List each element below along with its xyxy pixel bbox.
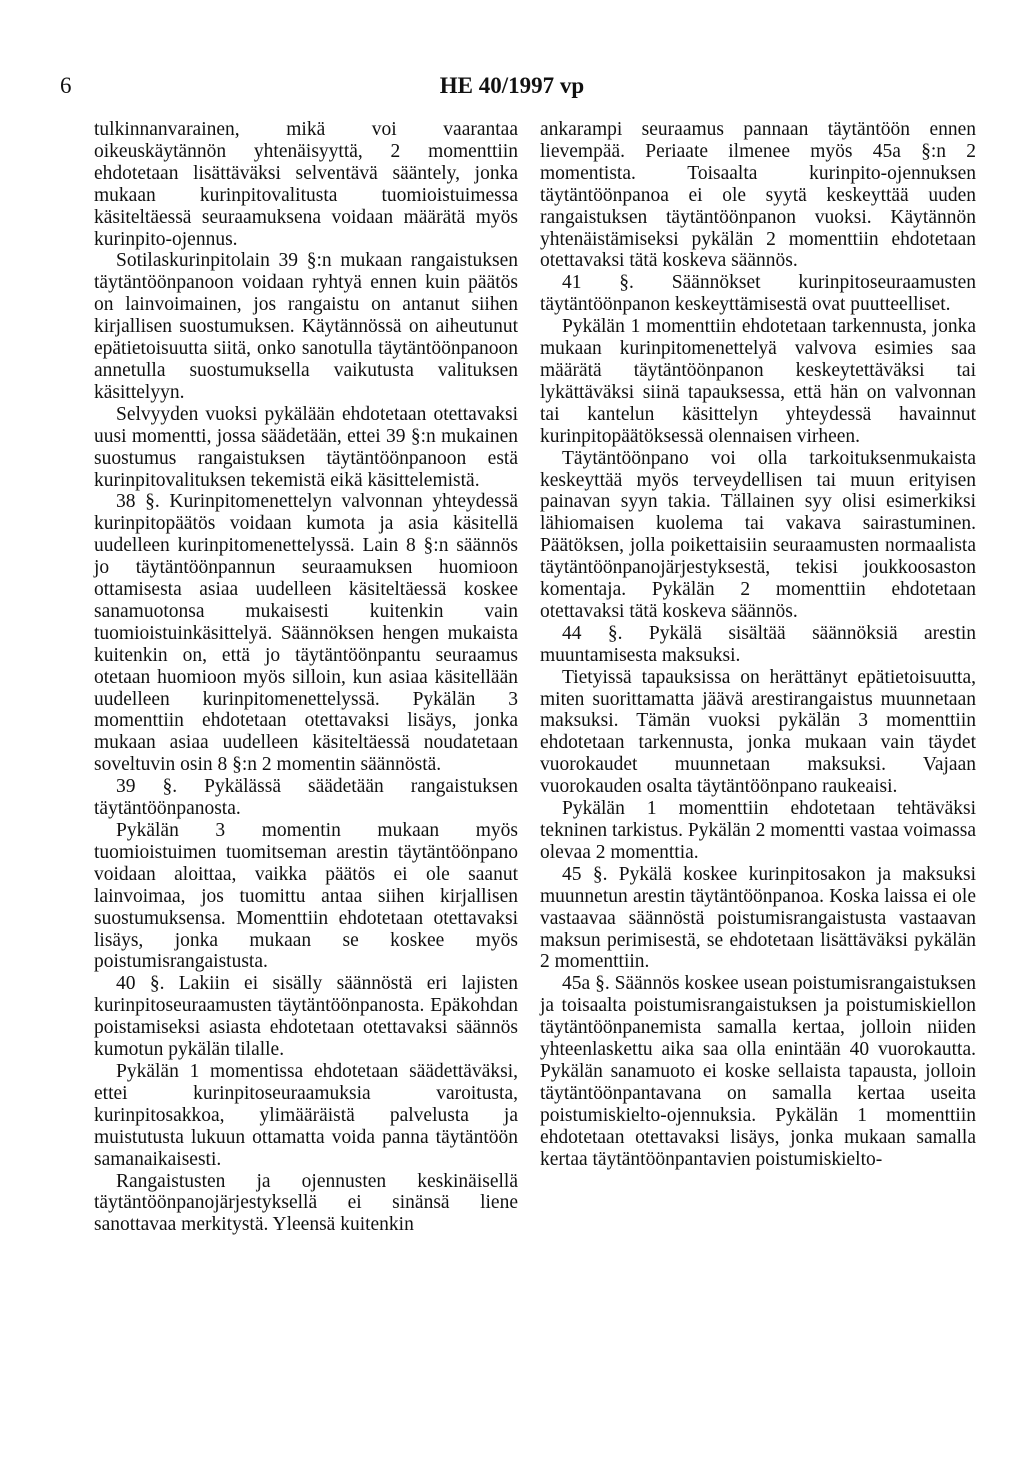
- paragraph: 44 §. Pykälä sisältää säännöksiä arestin muuntamisesta maksuksi.: [540, 622, 976, 666]
- paragraph: Tietyissä tapauksissa on herättänyt epätietoisuutta, miten suorittamatta jäävä arestirangaistus muunnetaan maksuksi. Tämän vuoksi pykälän 3 momenttiin ehdotetaan tarkennusta, jonka mukaan vain täydet vuorokaudet muunnetaan maksuksi. Vajaan vuorokauden osalta täytäntöönpano raukeaisi.: [540, 666, 976, 798]
- left-column: [94, 119, 518, 1236]
- paragraph: Sotilaskurinpitolain 39 §:n mukaan rangaistuksen täytäntöönpanoon voidaan ryhtyä ennen kuin päätös on lainvoimainen, jos rangaistu on antanut siihen kirjallisen suostumuksen. Käytännössä on aiheutunut epätietoisuutta siitä, onko sanotulla täytäntöönpanoon annetulla suostumuksella vaikutusta valituksen käsittelyyn.: [94, 250, 518, 403]
- paragraph: Pykälän 1 momenttiin ehdotetaan tarkennusta, jonka mukaan kurinpitomenettelyä valvova esimies saa määrätä täytäntöönpanon keskeytettäväksi tai lykättäväksi siinä tapauksessa, että hän on valvonnan tai kantelun käsittelyn yhteydessä havainnut kurinpitopäätöksessä olennaisen virheen.: [540, 316, 976, 447]
- paragraph: tulkinnanvarainen, mikä voi vaarantaa oikeuskäytännön yhtenäisyyttä, 2 momenttiin ehdotetaan lisättäväksi selventävä sääntely, jonka mukaan kurinpitovalitusta tuomioistuimessa käsiteltäessä seuraamuksena voidaan määrätä myös kurinpito-ojennus.: [94, 119, 518, 250]
- paragraph: Pykälän 1 momenttiin ehdotetaan tehtäväksi tekninen tarkistus. Pykälän 2 momentti vastaa voimassa olevaa 2 momenttia.: [540, 798, 976, 863]
- paragraph: Pykälän 1 momentissa ehdotetaan säädettäväksi, ettei kurinpitoseuraamuksia varoitusta, kurinpitosakkoa, ylimääräistä palvelusta ja muistutusta lukuun ottamatta voida panna täytäntöön samanaikaisesti.: [94, 1060, 518, 1170]
- paragraph: 39 §. Pykälässä säädetään rangaistuksen täytäntöönpanosta.: [94, 776, 518, 820]
- page-number: 6: [60, 73, 72, 98]
- right-column: [540, 119, 976, 1171]
- paragraph: 41 §. Säännökset kurinpitoseuraamusten täytäntöönpanon keskeyttämisestä ovat puutteelliset.: [540, 272, 976, 316]
- paragraph: ankarampi seuraamus pannaan täytäntöön ennen lievempää. Periaate ilmenee myös 45a §:n 2 momentista. Toisaalta kurinpito-ojennuksen täytäntöönpanoa ei ole syytä keskeyttää uuden rangaistuksen täytäntöönpanon vuoksi. Käytännön yhtenäistämiseksi pykälän 2 momenttiin ehdotetaan otettavaksi tätä koskeva säännös.: [540, 119, 976, 272]
- paragraph: 40 §. Lakiin ei sisälly säännöstä eri lajisten kurinpitoseuraamusten täytäntöönpanosta. Epäkohdan poistamiseksi asiasta ehdotetaan otettavaksi säännös kumotun pykälän tilalle.: [94, 973, 518, 1061]
- paragraph: 45a §. Säännös koskee usean poistumisrangaistuksen ja toisaalta poistumisrangaistuksen ja poistumiskiellon täytäntöönpanemista samalla kertaa, jolloin niiden yhteenlaskettu aika saa olla enintään 40 vuorokautta. Pykälän sanamuoto ei koske sellaista tapausta, jolloin täytäntöönpantavana on samalla kertaa useita poistumiskielto-ojennuksia. Pykälän 1 momenttiin ehdotetaan otettavaksi lisäys, jonka mukaan samalla kertaa täytäntöönpantavien poistumiskielto-: [540, 973, 976, 1170]
- running-header: HE 40/1997 vp: [439, 73, 585, 98]
- paragraph: Täytäntöönpano voi olla tarkoituksenmukaista keskeyttää myös terveydellisen tai muun erityisen painavan syyn takia. Tällainen syy olisi esimerkiksi lähiomaisen kuolema tai vakava sairastuminen. Päätöksen, jolla poikettaisiin seuraamusten normaalista täytäntöönpanojärjestyksestä, tekisi joukkoosaston komentaja. Pykälän 2 momenttiin ehdotetaan otettavaksi tätä koskeva säännös.: [540, 447, 976, 622]
- paragraph: Pykälän 3 momentin mukaan myös tuomioistuimen tuomitseman arestin täytäntöönpano voidaan aloittaa, vaikka päätös ei ole saanut lainvoimaa, jos tuomittu antaa siihen kirjallisen suostumuksensa. Momenttiin ehdotetaan otettavaksi lisäys, jonka mukaan se koskee myös poistumisrangaistusta.: [94, 820, 518, 973]
- paragraph: Rangaistusten ja ojennusten keskinäisellä täytäntöönpanojärjestyksellä ei sinänsä liene sanottavaa merkitystä. Yleensä kuitenkin: [94, 1170, 518, 1236]
- paragraph: 38 §. Kurinpitomenettelyn valvonnan yhteydessä kurinpitopäätös voidaan kumota ja asia käsitellä uudelleen kurinpitomenettelyssä. Lain 8 §:n säännös jo täytäntöönpannun seuraamuksen huomioon ottamisesta asiaa uudelleen käsiteltäessä koskee sanamuotonsa mukaisesti kuitenkin vain tuomioistuinkäsittelyä. Säännöksen hengen mukaista kuitenkin on, että jo täytäntöönpantu seuraamus otetaan huomioon myös silloin, kun asiaa käsitellään uudelleen kurinpitomenettelyssä. Pykälän 3 momenttiin ehdotetaan otettavaksi lisäys, jonka mukaan asiaa uudelleen käsiteltäessä noudatetaan soveltuvin osin 8 §:n 2 momentin säännöstä.: [94, 491, 518, 776]
- paragraph: Selvyyden vuoksi pykälään ehdotetaan otettavaksi uusi momentti, jossa säädetään, ettei 39 §:n mukainen suostumus rangaistuksen täytäntöönpanoon estä kurinpitovalituksen tekemistä eikä käsittelemistä.: [94, 403, 518, 491]
- paragraph: 45 §. Pykälä koskee kurinpitosakon ja maksuksi muunnetun arestin täytäntöönpanoa. Koska laissa ei ole vastaavaa säännöstä poistumisrangaistusta vastaavan maksun perimisestä, se ehdotetaan lisättäväksi pykälän 2 momenttiin.: [540, 863, 976, 973]
